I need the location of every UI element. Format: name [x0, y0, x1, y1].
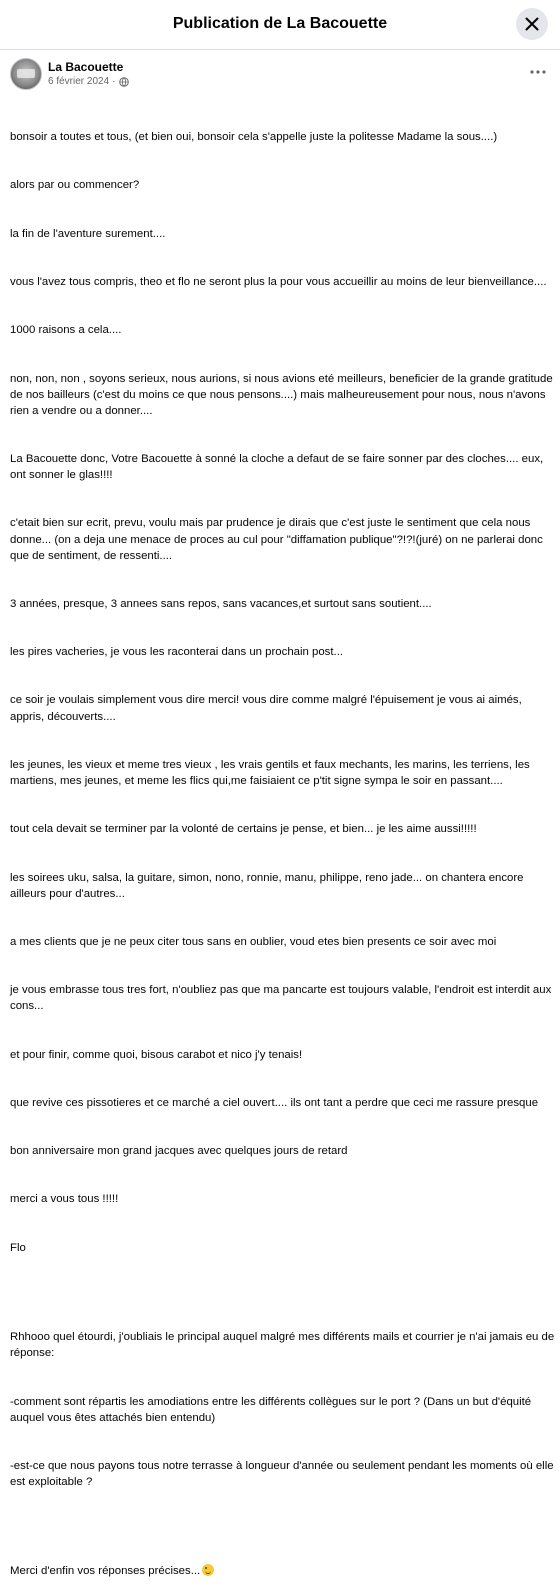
close-button[interactable]	[516, 8, 548, 40]
close-icon	[525, 17, 539, 31]
post-line: alors par ou commencer?	[10, 179, 140, 192]
smiling-face-emoji-icon	[202, 1564, 214, 1576]
post-line: vous l'avez tous compris, theo et flo ne seront plus la pour vous accueillir au moins de leur bienveillance....	[10, 276, 547, 289]
post-line: La Bacouette donc, Votre Bacouette à sonné la cloche a defaut de se faire sonner par des cloches.... eux, ont sonner le glas!!!!	[10, 453, 547, 482]
post-date[interactable]: 6 février 2024	[48, 76, 110, 87]
post-line: -comment sont répartis les amodiations entre les différents collègues sur le port ? (Dans un but d'équité auquel vous êtes attachés bien entendu)	[10, 1395, 535, 1424]
post-line: 3 années, presque, 3 annees sans repos, sans vacances,et surtout sans soutient....	[10, 597, 432, 610]
post-line: a mes clients que je ne peux citer tous sans en oublier, voud etes bien presents ce soir avec moi	[10, 935, 497, 948]
post-header	[10, 58, 550, 92]
post-meta	[48, 76, 129, 87]
more-options-button[interactable]	[526, 62, 550, 82]
post-line: merci a vous tous !!!!!	[10, 1193, 119, 1206]
post-line: c'etait bien sur ecrit, prevu, voulu mais par prudence je dirais que c'est juste le sentiment que cela nous donne... (on a deja une menace de proces au cul pour "diffamation publique"?!?!(juré) on ne parlerai donc que de sentiment, de ressenti....	[10, 517, 547, 562]
post-line: et pour finir, comme quoi, bisous carabot et nico j'y tenais!	[10, 1048, 303, 1061]
post-line: les soirees uku, salsa, la guitare, simon, nono, ronnie, manu, philippe, reno jade... on chantera encore ailleurs pour d'autres...	[10, 871, 527, 900]
avatar[interactable]	[10, 58, 42, 90]
post-line: bonsoir a toutes et tous, (et bien oui, bonsoir cela s'appelle juste la politesse Madame la sous....)	[10, 131, 498, 144]
more-options-icon	[530, 70, 546, 74]
post-text	[10, 97, 558, 1596]
post-line: 1000 raisons a cela....	[10, 324, 122, 337]
post-line: les pires vacheries, je vous les raconterai dans un prochain post...	[10, 646, 344, 659]
post-closing	[10, 1563, 555, 1579]
post-line: Flo	[10, 1241, 26, 1254]
author-name[interactable]: La Bacouette	[48, 60, 124, 74]
meta-separator: ·	[112, 76, 116, 87]
post-line: Rhhooo quel étourdi, j'oubliais le principal auquel malgré mes différents mails et courrier je n'ai jamais eu de réponse:	[10, 1331, 558, 1360]
post-line: que revive ces pissotieres et ce marché a ciel ouvert.... ils ont tant a perdre que ceci me rassure presque	[10, 1096, 539, 1109]
post-line: la fin de l'aventure surement....	[10, 227, 166, 240]
globe-icon	[119, 77, 129, 87]
post-line: non, non, non , soyons serieux, nous aurions, si nous avions eté meilleurs, beneficier de la grande gratitude de nos bailleurs (c'est du moins ce que nous pensons....) mais malheureusement pour nous, nous n'avons rien a vendre ou a donner....	[10, 372, 556, 417]
dialog-header	[0, 0, 560, 50]
dialog-title: Publication de La Bacouette	[172, 15, 388, 32]
post-closing-text: Merci d'enfin vos réponses précises...	[10, 1565, 201, 1578]
post-line: bon anniversaire mon grand jacques avec quelques jours de retard	[10, 1145, 348, 1158]
post-line: -est-ce que nous payons tous notre terrasse à longueur d'année ou seulement pendant les moments où elle est exploitable ?	[10, 1459, 557, 1488]
post-line: les jeunes, les vieux et meme tres vieux , les vrais gentils et faux mechants, les marins, les terriens, les martiens, mes jeunes, et meme les flics qui,me faisiaient ce p'tit signe sympa le soir en passant....	[10, 758, 533, 787]
post-line: ce soir je voulais simplement vous dire merci! vous dire comme malgré l'épuisement je vous ai aimés, appris, découverts....	[10, 694, 525, 723]
post-line: tout cela devait se terminer par la volonté de certains je pense, et bien... je les aime aussi!!!!!	[10, 823, 477, 836]
post-line: je vous embrasse tous tres fort, n'oubliez pas que ma pancarte est toujours valable, l'endroit est interdit aux cons...	[10, 984, 555, 1013]
